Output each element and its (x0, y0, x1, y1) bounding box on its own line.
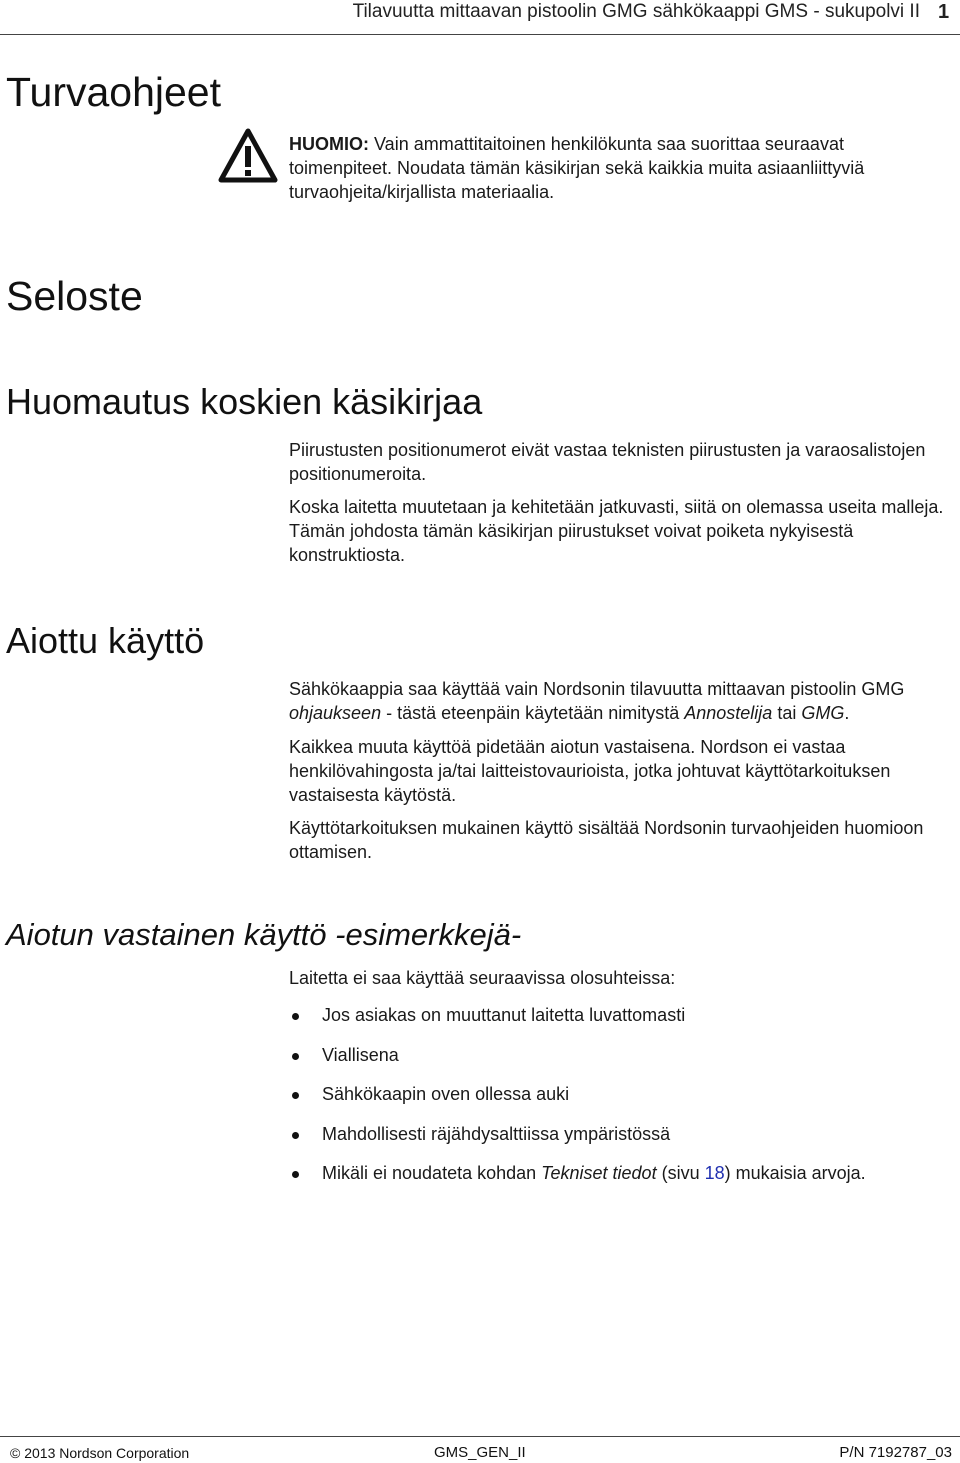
last-item-emphasis: Tekniset tiedot (541, 1163, 657, 1183)
footer-copyright: © 2013 Nordson Corporation (10, 1445, 190, 1461)
huomautus-paragraph-2: Koska laitetta muutetaan ja kehitetään jatkuvasti, siitä on olemassa useita malleja. Tämän johdosta tämän käsikirjan piirustukset voivat poiketa nykyisestä konstruktiosta. (289, 497, 944, 565)
aiottu-p1-text-d: . (844, 703, 850, 723)
bullet-icon (292, 1053, 299, 1060)
notice-text: Vain ammattitaitoinen henkilökunta saa suorittaa seuraavat toimenpiteet. Noudata tämän käsikirjan sekä kaikkia muita asiaanliittyviä turvaohjeita/kirjallista materiaalia. (289, 134, 865, 202)
list-item (289, 1043, 949, 1083)
list-item (289, 1082, 949, 1122)
bullet-icon (292, 1132, 299, 1139)
misuse-list (289, 1003, 949, 1201)
list-item-text: Viallisena (322, 1044, 399, 1065)
aiottu-paragraph-2: Kaikkea muuta käyttöä pidetään aiotun vastaisena. Nordson ei vastaa henkilövahingosta ja/tai laitteistovaurioista, jotka johtuvat käyttötarkoituksen vastaisesta käytöstä. (289, 737, 891, 805)
notice-label: HUOMIO: (289, 134, 369, 154)
list-item-text: Jos asiakas on muuttanut laitetta luvattomasti (322, 1005, 686, 1025)
list-item (289, 1161, 949, 1201)
section-title-turvaohjeet: Turvaohjeet (6, 69, 221, 115)
aiottu-p1-emphasis-3: GMG (801, 703, 845, 723)
footer-part-number: P/N 7192787_03 (839, 1444, 952, 1461)
aiottu-paragraph-1 (289, 677, 949, 725)
bullet-icon (292, 1092, 299, 1099)
section-title-huomautus: Huomautus koskien käsikirjaa (6, 381, 483, 422)
section-title-seloste: Seloste (6, 273, 143, 319)
vastainen-intro: Laitetta ei saa käyttää seuraavissa olosuhteissa: (289, 968, 676, 988)
aiottu-p1-text-c: tai (772, 703, 802, 723)
list-item (289, 1003, 949, 1043)
warning-triangle-icon (218, 128, 278, 184)
aiottu-paragraph-3: Käyttötarkoituksen mukainen käyttö sisältää Nordsonin turvaohjeiden huomioon ottamisen. (289, 818, 924, 862)
page-reference-link[interactable]: 18 (704, 1163, 725, 1183)
last-item-text-a: Mikäli ei noudateta kohdan (322, 1163, 542, 1183)
running-header-title: Tilavuutta mittaavan pistoolin GMG sähkökaappi GMS - sukupolvi II (352, 1, 920, 22)
list-item (289, 1122, 949, 1162)
bullet-icon (292, 1013, 299, 1020)
section-title-aiottu: Aiottu käyttö (6, 620, 205, 661)
last-item-text-c: ) mukaisia arvoja. (724, 1163, 866, 1183)
list-item-text: Sähkökaapin oven ollessa auki (322, 1084, 570, 1104)
page-number: 1 (938, 1, 950, 23)
section-title-vastainen: Aiotun vastainen käyttö -esimerkkejä- (6, 917, 522, 952)
header-divider (0, 34, 960, 35)
bullet-icon (292, 1171, 299, 1178)
safety-notice (289, 132, 949, 204)
huomautus-paragraph-1: Piirustusten positionumerot eivät vastaa teknisten piirustusten ja varaosalistojen positionumeroita. (289, 440, 926, 484)
last-item-text-b: (sivu (656, 1163, 705, 1183)
footer-divider (0, 1436, 960, 1437)
aiottu-p1-emphasis-2: Annostelija (684, 703, 773, 723)
aiottu-p1-text-b: - tästä eteenpäin käytetään nimitystä (381, 703, 685, 723)
aiottu-p1-text-a: Sähkökaappia saa käyttää vain Nordsonin tilavuutta mittaavan pistoolin GMG (289, 679, 905, 699)
aiottu-p1-emphasis-1: ohjaukseen (289, 703, 382, 723)
footer-doc-code: GMS_GEN_II (434, 1444, 526, 1461)
list-item-text: Mahdollisesti räjähdysalttiissa ympäristössä (322, 1123, 671, 1144)
